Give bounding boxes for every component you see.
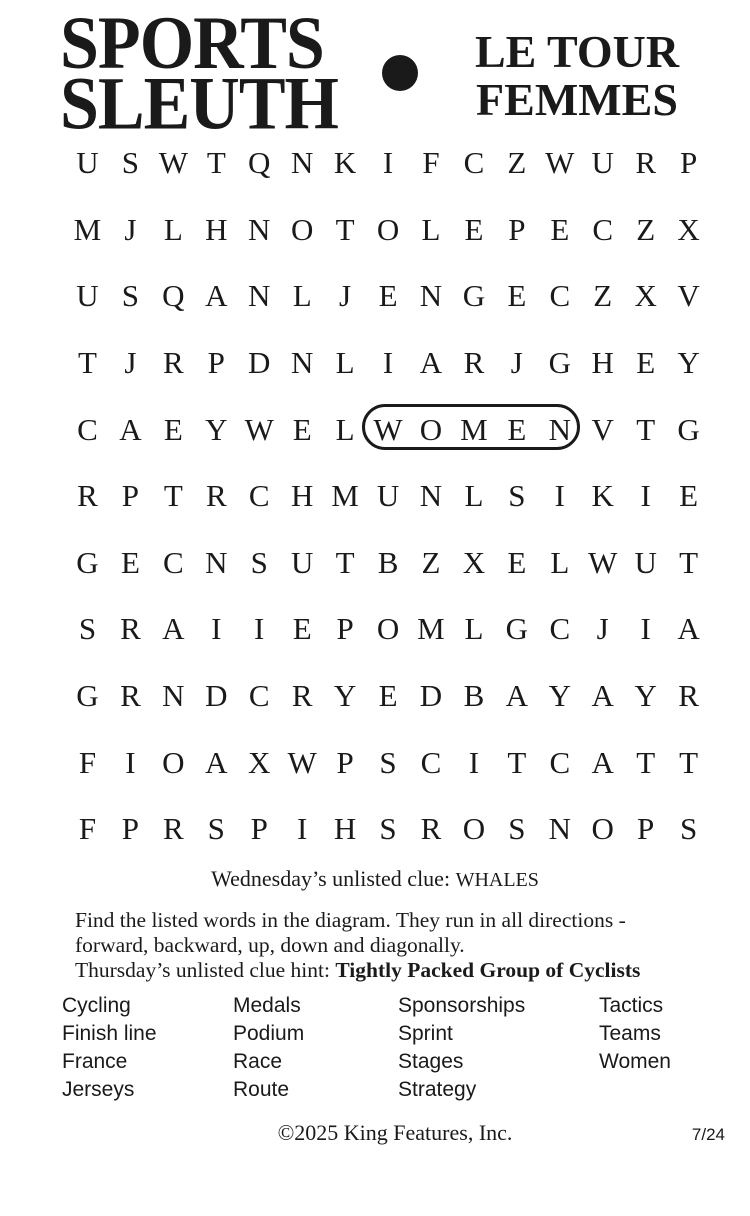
grid-letter[interactable]: S (379, 744, 397, 780)
grid-letter[interactable]: N (162, 678, 185, 714)
grid-letter[interactable]: N (548, 811, 571, 847)
grid-letter[interactable]: E (378, 678, 398, 714)
grid-letter[interactable]: A (591, 744, 614, 780)
puzzle-brand-title (60, 2, 338, 146)
instructions (75, 908, 735, 983)
grid-letter[interactable]: C (549, 611, 571, 647)
grid-letter[interactable]: E (120, 544, 140, 580)
word-list-item: Strategy (398, 1078, 477, 1101)
grid-letter[interactable]: C (248, 678, 270, 714)
grid-letter[interactable]: E (507, 411, 527, 447)
grid-letter[interactable]: N (290, 345, 314, 381)
grid-letter[interactable]: G (677, 411, 700, 447)
word-list-column (398, 992, 525, 1104)
found-word-highlight (362, 404, 580, 450)
grid-letter[interactable]: N (205, 544, 228, 580)
grid-letter[interactable]: R (163, 345, 184, 381)
grid-letter[interactable]: D (248, 345, 271, 381)
grid-letter[interactable]: J (510, 345, 523, 381)
grid-letter[interactable]: Q (248, 145, 271, 181)
grid-letter[interactable]: Y (333, 678, 357, 714)
grid-letter[interactable]: T (636, 744, 656, 780)
theme-line-1: LE TOUR (474, 26, 680, 77)
grid-letter[interactable]: R (463, 345, 485, 381)
instructions-line-2: forward, backward, up, down and diagonally. (75, 933, 465, 957)
grid-letter[interactable]: C (420, 744, 442, 780)
grid-letter[interactable]: I (211, 611, 222, 647)
grid-letter[interactable]: C (549, 744, 571, 780)
grid-letter[interactable]: N (419, 478, 443, 514)
grid-letter[interactable]: R (163, 811, 184, 847)
grid-letter[interactable]: F (422, 145, 440, 181)
grid-letter[interactable]: L (335, 345, 355, 381)
grid-letter[interactable]: E (679, 478, 699, 514)
grid-letter[interactable]: O (376, 211, 400, 247)
grid-letter[interactable]: E (163, 411, 183, 447)
grid-letter[interactable]: U (76, 278, 99, 314)
grid-letter[interactable]: D (419, 678, 443, 714)
grid-letter[interactable]: A (591, 678, 614, 714)
word-list-column (62, 992, 157, 1104)
grid-letter[interactable]: M (73, 211, 102, 247)
grid-letter[interactable]: O (376, 611, 400, 647)
grid-letter[interactable]: U (76, 145, 99, 181)
word-list-item: Finish line (62, 1022, 157, 1045)
brand-line-1: SPORTS (60, 2, 324, 86)
grid-letter[interactable]: I (382, 345, 394, 381)
grid-letter[interactable]: N (548, 411, 571, 447)
grid-letter[interactable]: I (640, 478, 651, 514)
grid-letter[interactable]: V (677, 278, 700, 314)
grid-letter[interactable]: E (292, 611, 312, 647)
grid-letter[interactable]: O (162, 744, 185, 780)
grid-letter[interactable]: W (158, 145, 188, 181)
grid-letter[interactable]: O (591, 811, 614, 847)
word-list-item: Jerseys (62, 1078, 135, 1101)
grid-letter[interactable]: H (205, 211, 228, 247)
grid-letter[interactable]: Y (205, 411, 228, 447)
grid-letter[interactable]: A (205, 744, 228, 780)
grid-letter[interactable]: U (290, 544, 314, 580)
grid-letter[interactable]: W (588, 544, 618, 580)
word-list-item: France (62, 1050, 128, 1073)
publication-date: 7/24 (691, 1125, 725, 1144)
grid-letter[interactable]: W (244, 411, 274, 447)
instructions-line-1: Find the listed words in the diagram. They run in all directions - (75, 908, 626, 932)
word-search-grid (66, 130, 710, 863)
grid-letter[interactable]: C (248, 478, 270, 514)
grid-letter[interactable]: P (637, 811, 655, 847)
grid-letter[interactable]: W (373, 411, 403, 447)
grid-letter[interactable]: U (634, 544, 657, 580)
grid-letter[interactable]: G (76, 544, 99, 580)
word-list-item: Stages (398, 1050, 464, 1073)
grid-letter[interactable]: P (336, 744, 354, 780)
grid-letter[interactable]: T (163, 478, 183, 514)
puzzle-theme-title (462, 28, 692, 124)
grid-letter[interactable]: F (78, 811, 97, 847)
grid-letter[interactable]: C (77, 411, 98, 447)
grid-letter[interactable]: U (591, 145, 614, 181)
grid-letter[interactable]: B (463, 678, 485, 714)
word-list-item: Podium (233, 1022, 305, 1045)
grid-row (66, 796, 710, 863)
grid-letter[interactable]: P (336, 611, 354, 647)
grid-letter[interactable]: E (636, 345, 656, 381)
grid-letter[interactable]: C (592, 211, 614, 247)
wednesday-clue (0, 866, 750, 892)
grid-letter[interactable]: R (291, 678, 313, 714)
grid-letter[interactable]: J (596, 611, 609, 647)
grid-letter[interactable]: W (545, 145, 575, 181)
grid-letter[interactable]: T (206, 145, 226, 181)
grid-letter[interactable]: M (331, 478, 359, 514)
grid-letter[interactable]: I (468, 744, 480, 780)
grid-letter[interactable]: Z (593, 278, 613, 314)
grid-letter[interactable]: Z (507, 145, 527, 181)
grid-letter[interactable]: E (507, 544, 527, 580)
grid-letter[interactable]: H (290, 478, 314, 514)
grid-row (66, 530, 710, 597)
grid-row (66, 330, 710, 397)
word-list-item: Tactics (599, 994, 664, 1017)
grid-letter[interactable]: M (417, 611, 445, 647)
grid-letter[interactable]: T (679, 544, 699, 580)
word-list-item: Sprint (398, 1022, 453, 1045)
grid-letter[interactable]: N (290, 145, 314, 181)
grid-letter[interactable]: R (120, 678, 141, 714)
word-list-item: Medals (233, 994, 301, 1017)
grid-letter[interactable]: X (462, 544, 486, 580)
grid-letter[interactable]: A (205, 278, 228, 314)
grid-letter[interactable]: S (207, 811, 225, 847)
grid-letter[interactable]: L (335, 411, 355, 447)
grid-letter[interactable]: N (248, 211, 271, 247)
grid-letter[interactable]: O (462, 811, 486, 847)
brand-line-2: SLEUTH (60, 62, 338, 146)
word-list-column (599, 992, 671, 1076)
grid-letter[interactable]: I (640, 611, 651, 647)
word-list-item: Teams (599, 1022, 661, 1045)
grid-letter[interactable]: J (124, 345, 137, 381)
grid-letter[interactable]: T (335, 544, 355, 580)
grid-letter[interactable]: S (508, 811, 526, 847)
grid-letter[interactable]: V (591, 411, 614, 447)
grid-letter[interactable]: P (121, 478, 140, 514)
grid-letter[interactable]: E (550, 211, 570, 247)
thursday-clue-hint: Tightly Packed Group of Cyclists (335, 958, 641, 982)
grid-letter[interactable]: A (119, 411, 142, 447)
grid-letter[interactable]: P (508, 211, 526, 247)
grid-letter[interactable]: H (333, 811, 357, 847)
grid-letter[interactable]: P (679, 145, 698, 181)
grid-letter[interactable]: A (162, 611, 185, 647)
grid-letter[interactable]: G (505, 611, 529, 647)
grid-letter[interactable]: R (678, 678, 699, 714)
grid-letter[interactable]: J (339, 278, 352, 314)
grid-letter[interactable]: L (550, 544, 570, 580)
grid-letter[interactable]: R (205, 478, 227, 514)
grid-letter[interactable]: S (679, 811, 698, 847)
grid-letter[interactable]: A (505, 678, 529, 714)
grid-letter[interactable]: W (287, 744, 317, 780)
grid-letter[interactable]: S (508, 478, 526, 514)
wednesday-clue-answer: WHALES (455, 869, 539, 891)
grid-letter[interactable]: T (78, 345, 97, 381)
grid-letter[interactable]: S (121, 278, 140, 314)
grid-letter[interactable]: P (207, 345, 225, 381)
word-list-column (233, 992, 304, 1104)
grid-letter[interactable]: Y (634, 678, 657, 714)
grid-row (66, 596, 710, 663)
grid-letter[interactable]: I (554, 478, 565, 514)
theme-line-2: FEMMES (476, 74, 678, 125)
grid-letter[interactable]: L (292, 278, 312, 314)
grid-letter[interactable]: H (591, 345, 614, 381)
grid-letter[interactable]: E (507, 278, 527, 314)
copyright: ©2025 King Features, Inc. (277, 1120, 513, 1145)
wednesday-clue-label: Wednesday’s unlisted clue: (211, 866, 456, 891)
word-list-item: Sponsorships (398, 994, 526, 1017)
grid-letter[interactable]: X (677, 211, 700, 247)
grid-letter[interactable]: O (290, 211, 314, 247)
grid-letter[interactable]: U (376, 478, 400, 514)
grid-letter[interactable]: R (420, 811, 442, 847)
grid-letter[interactable]: Q (162, 278, 185, 314)
word-list-item: Race (233, 1050, 283, 1073)
grid-row (66, 729, 710, 796)
word-list-item: Route (233, 1078, 290, 1101)
grid-letter[interactable]: G (76, 678, 99, 714)
grid-letter[interactable]: P (250, 811, 268, 847)
grid-row (66, 130, 710, 197)
thursday-clue (75, 958, 735, 983)
grid-letter[interactable]: C (549, 278, 571, 314)
grid-letter[interactable]: C (463, 145, 485, 181)
grid-letter[interactable]: X (248, 744, 271, 780)
grid-letter[interactable]: Y (677, 345, 700, 381)
grid-letter[interactable]: K (333, 145, 357, 181)
grid-letter[interactable]: G (462, 278, 486, 314)
grid-letter[interactable]: L (464, 611, 484, 647)
grid-letter[interactable]: I (382, 145, 394, 181)
grid-letter[interactable]: I (296, 811, 308, 847)
grid-letter[interactable]: X (634, 278, 657, 314)
grid-letter[interactable]: L (421, 211, 441, 247)
grid-letter[interactable]: O (419, 411, 443, 447)
grid-letter[interactable]: S (78, 611, 97, 647)
grid-letter[interactable]: L (163, 211, 183, 247)
grid-letter[interactable]: J (124, 211, 137, 247)
grid-letter[interactable]: Z (636, 211, 656, 247)
grid-letter[interactable]: N (419, 278, 443, 314)
grid-row (66, 463, 710, 530)
grid-letter[interactable]: K (591, 478, 614, 514)
grid-letter[interactable]: T (636, 411, 656, 447)
grid-letter[interactable]: T (335, 211, 355, 247)
grid-letter[interactable]: Z (421, 544, 441, 580)
grid-letter[interactable]: G (548, 345, 571, 381)
grid-letter[interactable]: R (77, 478, 98, 514)
grid-letter[interactable]: T (679, 744, 699, 780)
grid-letter[interactable]: B (377, 544, 399, 580)
grid-letter[interactable]: S (379, 811, 397, 847)
thursday-clue-label: Thursday’s unlisted clue hint: (75, 958, 336, 982)
grid-letter[interactable]: Y (548, 678, 571, 714)
grid-letter[interactable]: C (163, 544, 184, 580)
grid-row (66, 663, 710, 730)
word-list-item: Cycling (62, 994, 131, 1017)
grid-letter[interactable]: I (254, 611, 265, 647)
grid-letter[interactable]: M (460, 411, 488, 447)
grid-row (66, 263, 710, 330)
grid-letter[interactable]: T (507, 744, 527, 780)
grid-letter[interactable]: I (125, 744, 136, 780)
grid-letter[interactable]: R (635, 145, 656, 181)
bullet-dot-icon (382, 55, 418, 91)
grid-letter[interactable]: F (78, 744, 97, 780)
grid-letter[interactable]: E (464, 211, 484, 247)
grid-letter[interactable]: L (464, 478, 484, 514)
grid-letter[interactable]: E (292, 411, 312, 447)
grid-letter[interactable]: E (378, 278, 398, 314)
grid-letter[interactable]: A (677, 611, 700, 647)
grid-letter[interactable]: P (121, 811, 140, 847)
grid-letter[interactable]: R (120, 611, 141, 647)
grid-row (66, 197, 710, 264)
grid-letter[interactable]: D (205, 678, 228, 714)
grid-letter[interactable]: N (248, 278, 271, 314)
grid-letter[interactable]: A (419, 345, 443, 381)
grid-letter[interactable]: S (121, 145, 140, 181)
grid-letter[interactable]: S (250, 544, 268, 580)
word-list-item: Women (599, 1050, 671, 1073)
